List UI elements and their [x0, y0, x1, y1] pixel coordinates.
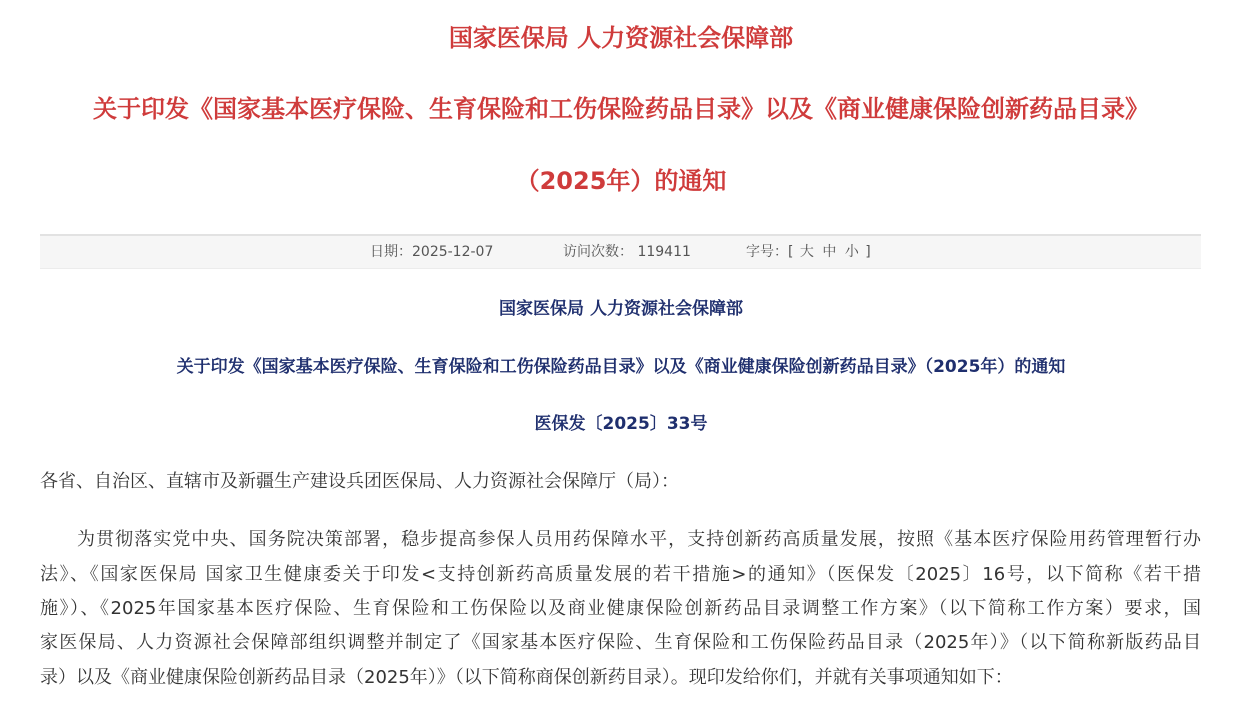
publish-date: 日期：2025-12-07 [370, 244, 494, 260]
font-size-large-button[interactable]: 大 [799, 244, 814, 260]
body-line: 为贯彻落实党中央、国务院决策部署，稳步提高参保人员用药保障水平，支持创新药高质量发展，按照《基本医疗保险用药管理暂行办 [77, 529, 1201, 550]
doc-number: 医保发〔2025〕33号 [534, 414, 708, 434]
page-title-line-2: 关于印发《国家基本医疗保险、生育保险和工伤保险药品目录》以及《商业健康保险创新药品目录》 [93, 95, 1149, 123]
visit-count-value: 119411 [637, 244, 691, 260]
page-title-line-1: 国家医保局 人力资源社会保障部 [448, 24, 794, 52]
visit-count [563, 236, 691, 269]
doc-salutation: 各省、自治区、直辖市及新疆生产建设兵团医保局、人力资源社会保障厅（局）： [40, 471, 679, 492]
visit-count-label: 访问次数： [563, 244, 633, 260]
body-line: 法》、《国家医保局 国家卫生健康委关于印发<支持创新药高质量发展的若干措施>的通知》（医保发〔2025〕16号，以下简称《若干措 [40, 564, 1201, 585]
body-line: 录）以及《商业健康保险创新药品目录（2025年）》（以下简称商保创新药目录）。现印发给你们，并就有关事项通知如下： [40, 667, 1013, 688]
font-size-bracket: ] [865, 244, 871, 260]
font-size-small-button[interactable]: 小 [844, 244, 859, 260]
font-size-label: 字号：[ [746, 244, 794, 260]
font-size-switcher [746, 236, 871, 269]
body-line: 家医保局、人力资源社会保障部组织调整并制定了《国家基本医疗保险、生育保险和工伤保险药品目录（2025年）》（以下简称新版药品目 [40, 632, 1201, 653]
doc-issuer: 国家医保局 人力资源社会保障部 [499, 299, 743, 319]
page-title-line-3: （2025年）的通知 [515, 167, 727, 195]
meta-bar [40, 234, 1201, 269]
body-line: 施》）、《2025年国家基本医疗保险、生育保险和工伤保险以及商业健康保险创新药品目录调整工作方案》（以下简称工作方案）要求，国 [40, 598, 1201, 619]
doc-title: 关于印发《国家基本医疗保险、生育保险和工伤保险药品目录》以及《商业健康保险创新药品目录》（2025年）的通知 [176, 357, 1066, 377]
font-size-medium-button[interactable]: 中 [822, 244, 837, 260]
